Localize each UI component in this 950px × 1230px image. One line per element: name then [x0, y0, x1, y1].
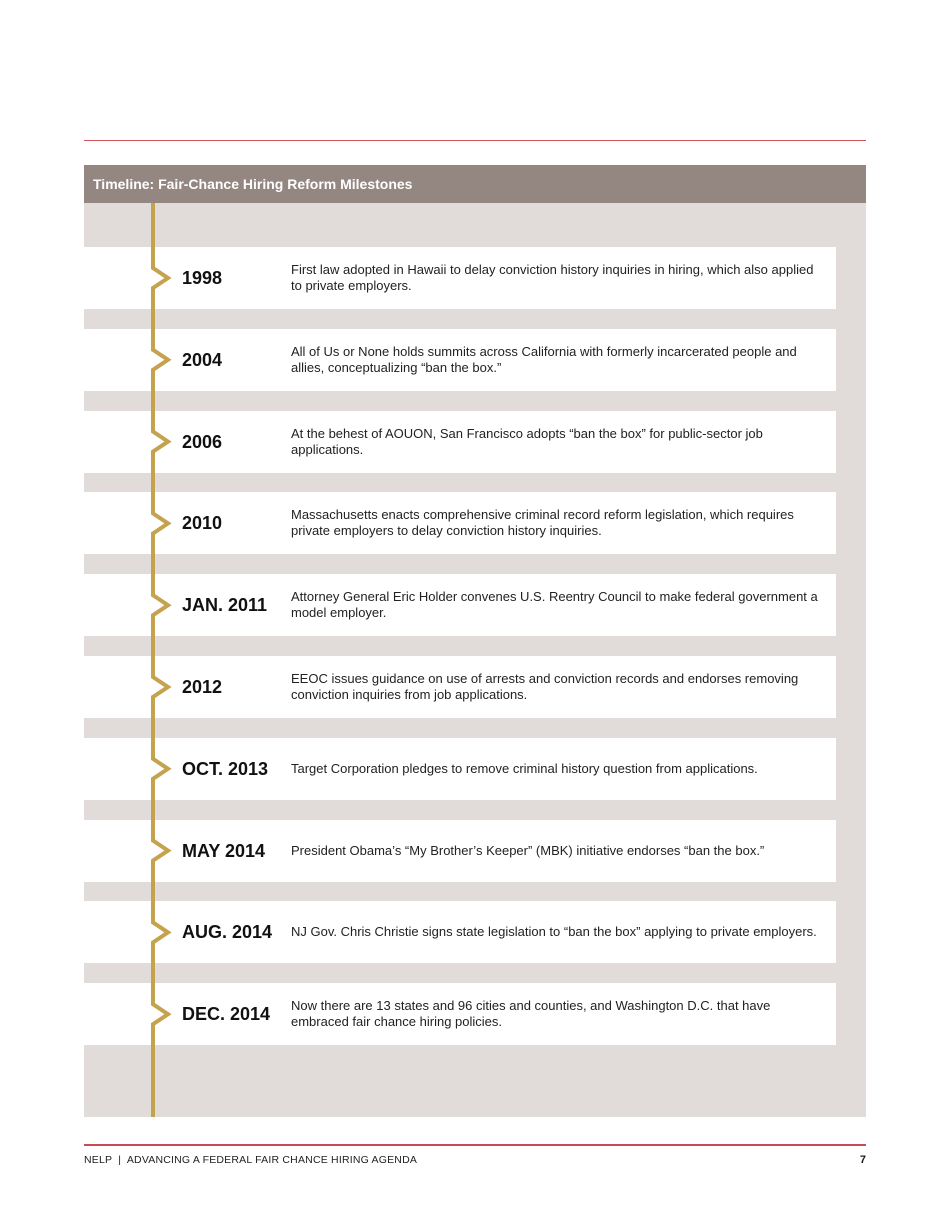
milestone-description: Massachusetts enacts comprehensive criminal record reform legislation, which requires private employers to delay conviction history inquiries. — [291, 507, 794, 539]
footer-rule — [84, 1144, 866, 1146]
milestone-year: DEC. 2014 — [182, 1004, 271, 1025]
footer-text: NELP | ADVANCING A FEDERAL FAIR CHANCE HIRING AGENDA — [84, 1154, 418, 1166]
timeline-title: Timeline: Fair-Chance Hiring Reform Milestones — [84, 165, 866, 203]
milestone-description: President Obama’s “My Brother’s Keeper” (MBK) initiative endorses “ban the box.” — [291, 842, 765, 858]
milestone-year: MAY 2014 — [182, 840, 266, 861]
milestone-description: Target Corporation pledges to remove criminal history question from applications. — [291, 760, 758, 776]
milestone-description: EEOC issues guidance on use of arrests and conviction records and endorses removing conviction inquiries from job applications. — [291, 671, 799, 702]
milestone-description: Now there are 13 states and 96 cities and counties, and Washington D.C. that have embraced fair chance hiring policies. — [291, 998, 771, 1030]
milestone-year: 2004 — [182, 349, 223, 370]
milestone-row — [84, 492, 836, 554]
milestone-year: 2012 — [182, 677, 223, 697]
milestone-row — [84, 247, 836, 309]
milestone-description: Attorney General Eric Holder convenes U.S. Reentry Council to make federal government a model employer. — [291, 589, 818, 621]
milestone-row — [84, 983, 836, 1045]
milestone-row — [84, 738, 836, 800]
milestone-row — [84, 411, 836, 473]
milestone-row — [84, 329, 836, 391]
milestone-year: JAN. 2011 — [182, 595, 268, 616]
page-number: 7 — [859, 1154, 866, 1166]
milestone-description: At the behest of AOUON, San Francisco adopts “ban the box” for public-sector job applications. — [291, 425, 763, 457]
milestone-year: 2010 — [182, 513, 223, 534]
milestone-description: NJ Gov. Chris Christie signs state legislation to “ban the box” applying to private employers. — [291, 924, 817, 940]
top-rule — [84, 140, 866, 141]
milestone-year: 2006 — [182, 431, 223, 452]
milestone-description: All of Us or None holds summits across California with formerly incarcerated people and allies, conceptualizing “ban the box.” — [291, 343, 797, 375]
milestone-row — [84, 574, 836, 636]
milestone-row — [84, 656, 836, 718]
milestone-year: 1998 — [182, 268, 223, 288]
milestone-row — [84, 901, 836, 963]
milestone-year: OCT. 2013 — [182, 758, 269, 779]
milestone-row — [84, 820, 836, 882]
milestone-year: AUG. 2014 — [182, 922, 273, 943]
milestone-description: First law adopted in Hawaii to delay conviction history inquiries in hiring, which also applied to private employers. — [291, 262, 814, 293]
